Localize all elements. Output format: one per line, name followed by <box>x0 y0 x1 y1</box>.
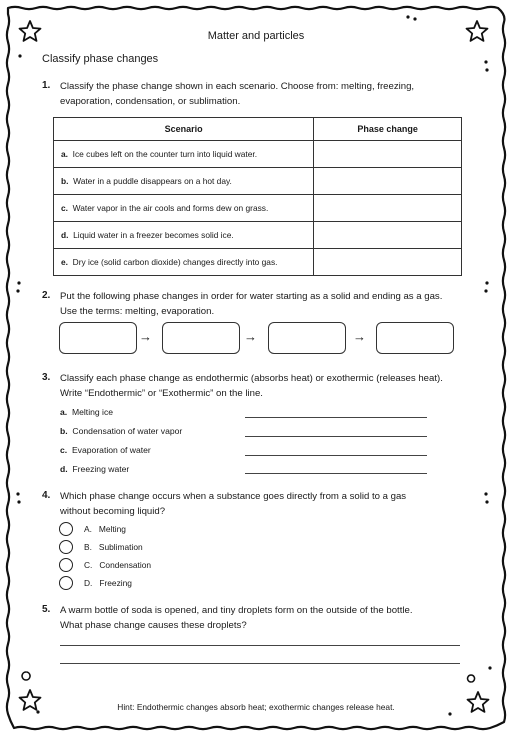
row-letter: a. <box>61 149 68 159</box>
table-row <box>54 195 462 222</box>
list-item <box>60 445 151 455</box>
option-label <box>84 560 151 570</box>
option-label <box>84 578 132 588</box>
row-letter: b. <box>61 176 69 186</box>
question-line: Which phase change occurs when a substance goes directly from a solid to a gas <box>60 491 407 502</box>
question-line: Classify the phase change shown in each scenario. Choose from: melting, freezing, <box>60 81 415 92</box>
answer-cell[interactable] <box>314 222 462 249</box>
item-letter: c. <box>60 445 68 455</box>
answer-cell[interactable] <box>314 168 462 195</box>
row-text: Ice cubes left on the counter turn into liquid water. <box>72 149 258 159</box>
scenario-cell <box>54 168 314 195</box>
scenario-cell <box>54 249 314 276</box>
question-4-text <box>60 489 406 519</box>
right-arrow-icon: → <box>139 329 152 344</box>
answer-cell[interactable] <box>314 141 462 168</box>
question-1-text <box>60 79 414 109</box>
question-line: without becoming liquid? <box>60 506 166 517</box>
radio-option-d[interactable] <box>59 576 73 590</box>
sequence-box[interactable] <box>268 322 346 354</box>
row-text: Water vapor in the air cools and forms dew on grass. <box>72 203 269 213</box>
table-row <box>54 222 462 249</box>
question-2-text <box>60 289 442 319</box>
radio-option-a[interactable] <box>59 522 73 536</box>
option-label <box>84 524 126 534</box>
answer-line[interactable] <box>245 473 427 474</box>
row-letter: c. <box>61 203 68 213</box>
option-text: Sublimation <box>98 542 143 552</box>
list-item <box>60 426 182 436</box>
item-text: Melting ice <box>71 407 114 417</box>
question-3-text <box>60 371 443 401</box>
answer-cell[interactable] <box>314 195 462 222</box>
sequence-box[interactable] <box>376 322 454 354</box>
question-line: Put the following phase changes in order for water starting as a solid and ending as a gas. <box>60 291 443 302</box>
answer-line[interactable] <box>60 645 460 646</box>
scenario-cell <box>54 195 314 222</box>
question-number: 5. <box>42 604 51 615</box>
list-item <box>60 407 113 417</box>
option-letter: A. <box>84 524 92 534</box>
swirl-decorations <box>22 672 475 682</box>
option-text: Melting <box>98 524 126 534</box>
item-text: Condensation of water vapor <box>72 426 183 436</box>
item-text: Evaporation of water <box>71 445 151 455</box>
hint-text: Hint: Endothermic changes absorb heat; exothermic changes release heat. <box>117 702 395 712</box>
item-letter: d. <box>60 464 68 474</box>
row-text: Dry ice (solid carbon dioxide) changes directly into gas. <box>72 257 278 267</box>
list-item <box>60 464 129 474</box>
table-row <box>54 249 462 276</box>
question-line: What phase change causes these droplets? <box>60 620 247 631</box>
answer-cell[interactable] <box>314 249 462 276</box>
row-letter: e. <box>61 257 68 267</box>
table-header-scenario: Scenario <box>54 118 314 141</box>
question-number: 2. <box>42 290 51 301</box>
table-row <box>54 168 462 195</box>
option-letter: D. <box>84 578 93 588</box>
answer-line[interactable] <box>60 663 460 664</box>
scenario-cell <box>54 141 314 168</box>
table-row <box>54 141 462 168</box>
phase-change-table <box>53 117 462 276</box>
answer-line[interactable] <box>245 436 427 437</box>
answer-line[interactable] <box>245 417 427 418</box>
page-title: Matter and particles <box>207 30 305 42</box>
sequence-box[interactable] <box>59 322 137 354</box>
question-line: evaporation, condensation, or sublimation. <box>60 96 241 107</box>
question-5-text <box>60 603 413 633</box>
page-subtitle: Classify phase changes <box>42 53 159 65</box>
item-letter: a. <box>60 407 68 417</box>
item-letter: b. <box>60 426 68 436</box>
option-text: Freezing <box>99 578 132 588</box>
scenario-cell <box>54 222 314 249</box>
radio-option-c[interactable] <box>59 558 73 572</box>
radio-option-b[interactable] <box>59 540 73 554</box>
question-line: A warm bottle of soda is opened, and tiny droplets form on the outside of the bottle. <box>60 605 413 616</box>
question-number: 1. <box>42 80 51 91</box>
row-text: Liquid water in a freezer becomes solid ice. <box>73 230 234 240</box>
item-text: Freezing water <box>72 464 130 474</box>
right-arrow-icon: → <box>353 329 366 344</box>
answer-line[interactable] <box>245 455 427 456</box>
question-line: Classify each phase change as endothermic (absorbs heat) or exothermic (releases heat). <box>60 373 443 384</box>
option-letter: C. <box>84 560 93 570</box>
option-label <box>84 542 143 552</box>
question-number: 4. <box>42 490 51 501</box>
question-line: Use the terms: melting, evaporation. <box>60 306 215 317</box>
right-arrow-icon: → <box>244 329 257 344</box>
row-letter: d. <box>61 230 69 240</box>
question-number: 3. <box>42 372 51 383</box>
option-text: Condensation <box>99 560 152 570</box>
question-line: Write “Endothermic” or “Exothermic” on the line. <box>60 388 263 399</box>
sequence-box[interactable] <box>162 322 240 354</box>
option-letter: B. <box>84 542 92 552</box>
table-header-phase-change: Phase change <box>314 118 462 141</box>
row-text: Water in a puddle disappears on a hot day. <box>73 176 232 186</box>
